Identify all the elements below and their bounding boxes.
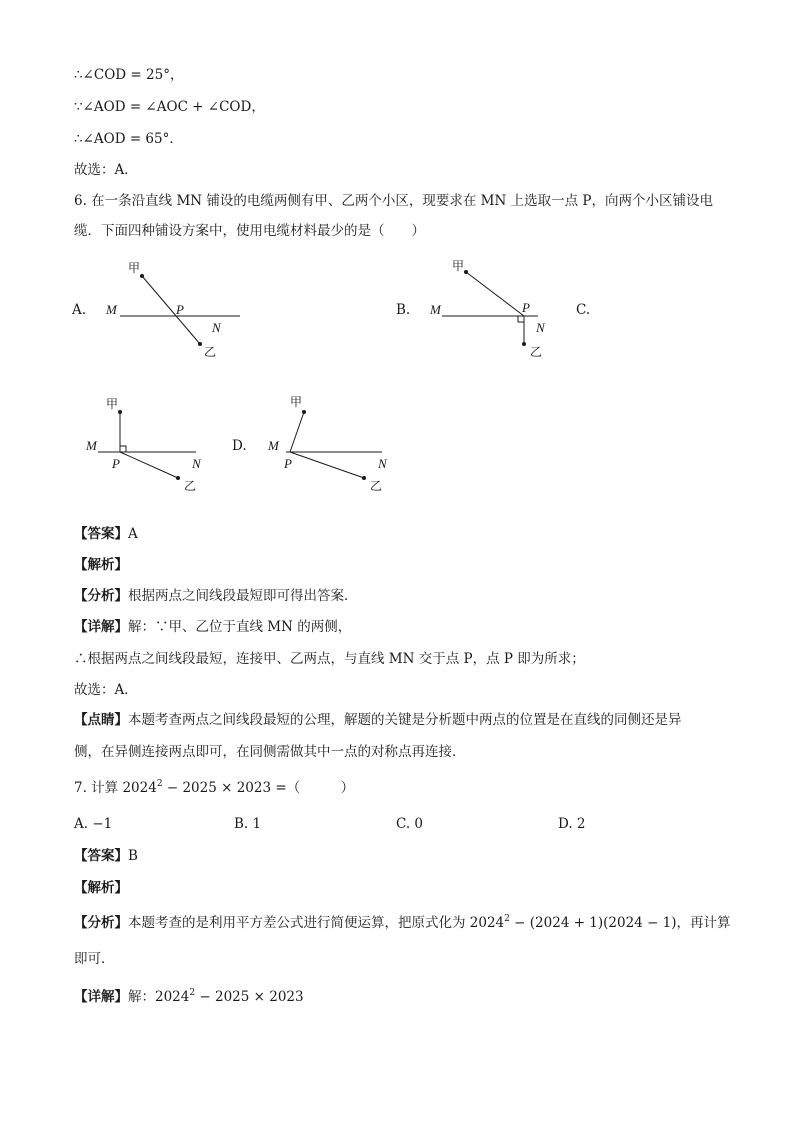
label-n: N (378, 456, 387, 471)
answer-line (74, 847, 138, 865)
label-m: M (268, 438, 279, 453)
answer-line (74, 525, 138, 543)
label-yi: 乙 (530, 345, 543, 359)
diagram-option-c (84, 392, 224, 502)
label-p: P (284, 456, 292, 471)
diagram-option-b (428, 258, 568, 368)
detail-text-pre: 解：2024 (128, 989, 190, 1005)
question-7-text (74, 779, 354, 797)
label-jia: 甲 (290, 395, 303, 409)
point-tag: 【点睛】 (74, 712, 128, 728)
q7-prefix: 7. 计算 2024 (74, 780, 157, 796)
label-yi: 乙 (184, 479, 197, 493)
answer-tag: 【答案】 (74, 848, 128, 864)
analysis-tag: 【分析】 (74, 915, 128, 931)
analysis-line (74, 587, 358, 605)
label-n: N (536, 320, 545, 335)
answer-tag: 【答案】 (74, 526, 128, 542)
exponent: 2 (156, 779, 163, 789)
analysis-line (74, 914, 731, 932)
label-jia: 甲 (452, 259, 465, 273)
option-c-label: C. (576, 302, 591, 318)
detail-text: 解：∵甲、乙位于直线 MN 的两侧， (128, 619, 352, 635)
label-yi: 乙 (204, 345, 217, 359)
detail-line (74, 618, 351, 636)
point-line: 侧，在异侧连接两点即可，在同侧需做其中一点的对称点再连接． (74, 744, 466, 760)
option-b-label: B. (396, 302, 411, 318)
detail-tag: 【详解】 (74, 619, 128, 635)
q7-option-a: A. −1 (74, 816, 113, 832)
label-yi: 乙 (370, 479, 383, 493)
label-m: M (86, 438, 97, 453)
analysis-line: 即可． (74, 951, 115, 967)
exponent: 2 (189, 988, 196, 998)
analysis-tag: 【分析】 (74, 588, 128, 604)
option-d-label: D. (232, 438, 247, 454)
q7-option-b: B. 1 (234, 816, 262, 832)
option-a-label: A. (72, 302, 87, 318)
analysis-text: 根据两点之间线段最短即可得出答案． (128, 588, 358, 604)
answer-value: B (128, 848, 138, 864)
question-6-text: 6. 在一条沿直线 MN 铺设的电缆两侧有甲、乙两个小区，现要求在 MN 上选取一点 P，向两个小区铺设电 (74, 193, 713, 209)
analysis-heading (74, 556, 128, 574)
label-m: M (106, 302, 117, 317)
diagram-option-d (266, 392, 406, 502)
solution-line: ∵∠AOD = ∠AOC + ∠COD， (74, 99, 265, 115)
label-p: P (522, 300, 530, 315)
point-text: 本题考查两点之间线段最短的公理，解题的关键是分析题中两点的位置是在直线的同侧还是异 (128, 712, 682, 728)
label-m: M (430, 302, 441, 317)
analysis-heading (74, 879, 128, 897)
point-line (74, 711, 682, 729)
label-p: P (112, 456, 120, 471)
diagram-option-a (100, 258, 240, 368)
detail-tag: 【详解】 (74, 989, 128, 1005)
solution-line: 故选：A． (74, 162, 138, 178)
q7-suffix: − 2025 × 2023 =（ ） (162, 780, 355, 796)
solution-line: ∴∠AOD = 65°． (74, 131, 183, 147)
detail-text-post: − 2025 × 2023 (195, 989, 304, 1005)
label-p: P (176, 302, 184, 317)
detail-line (74, 988, 304, 1006)
label-jia: 甲 (106, 397, 119, 411)
detail-line: 故选：A． (74, 682, 138, 698)
label-n: N (192, 456, 201, 471)
analysis-text-post: − (2024 + 1)(2024 − 1)，再计算 (509, 915, 731, 931)
label-jia: 甲 (128, 261, 141, 275)
detail-line: ∴根据两点之间线段最短，连接甲、乙两点，与直线 MN 交于点 P，点 P 即为所求； (74, 651, 585, 667)
analysis-head-tag: 【解析】 (74, 880, 128, 896)
question-6-text: 缆．下面四种铺设方案中，使用电缆材料最少的是（ ） (74, 223, 425, 239)
analysis-head-tag: 【解析】 (74, 557, 128, 573)
label-n: N (212, 320, 221, 335)
solution-line: ∴∠COD = 25°， (74, 67, 184, 83)
q7-option-c: C. 0 (396, 816, 424, 832)
analysis-text-pre: 本题考查的是利用平方差公式进行简便运算，把原式化为 2024 (128, 915, 505, 931)
answer-value: A (128, 526, 138, 542)
exponent: 2 (504, 914, 510, 924)
q7-option-d: D. 2 (558, 816, 586, 832)
